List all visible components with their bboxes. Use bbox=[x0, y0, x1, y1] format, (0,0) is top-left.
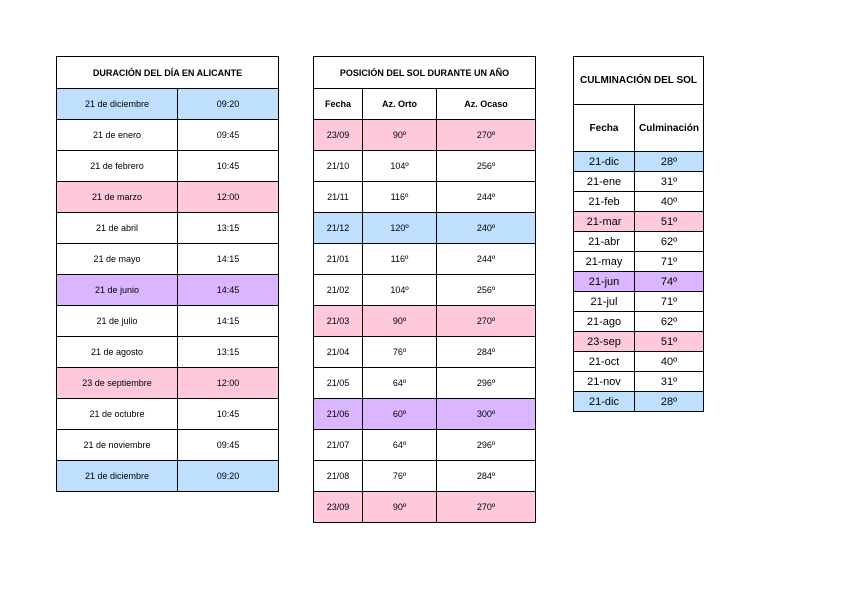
sun-position-row-date: 21/02 bbox=[314, 275, 363, 306]
culmination-row-date: 21-may bbox=[574, 252, 635, 272]
day-length-row-duration: 14:45 bbox=[178, 275, 279, 306]
day-length-row-date: 21 de mayo bbox=[57, 244, 178, 275]
sun-position-title: POSICIÓN DEL SOL DURANTE UN AÑO bbox=[314, 57, 536, 89]
sun-position-row-rise: 116º bbox=[363, 182, 437, 213]
day-length-row-date: 21 de diciembre bbox=[57, 89, 178, 120]
culmination-row bbox=[574, 272, 704, 292]
culmination-row-date: 21-feb bbox=[574, 192, 635, 212]
day-length-row-duration: 09:45 bbox=[178, 120, 279, 151]
day-length-row-duration: 10:45 bbox=[178, 151, 279, 182]
day-length-row bbox=[57, 306, 279, 337]
culmination-row-value: 28º bbox=[635, 392, 704, 412]
day-length-row bbox=[57, 89, 279, 120]
culmination-row-date: 23-sep bbox=[574, 332, 635, 352]
sun-position-row bbox=[314, 182, 536, 213]
sun-position-row-set: 296º bbox=[437, 368, 536, 399]
day-length-row-date: 21 de junio bbox=[57, 275, 178, 306]
sun-position-row bbox=[314, 306, 536, 337]
sun-position-row-set: 296º bbox=[437, 430, 536, 461]
culmination-row-value: 31º bbox=[635, 172, 704, 192]
day-length-row-date: 21 de marzo bbox=[57, 182, 178, 213]
day-length-row bbox=[57, 120, 279, 151]
day-length-row bbox=[57, 399, 279, 430]
culmination-row-date: 21-nov bbox=[574, 372, 635, 392]
culmination-row-value: 31º bbox=[635, 372, 704, 392]
day-length-rows bbox=[57, 89, 279, 492]
day-length-row-duration: 13:15 bbox=[178, 213, 279, 244]
sun-position-row-set: 244º bbox=[437, 244, 536, 275]
header-fecha: Fecha bbox=[314, 89, 363, 120]
sun-position-row-set: 240º bbox=[437, 213, 536, 244]
sun-position-row-rise: 120º bbox=[363, 213, 437, 244]
day-length-row-duration: 12:00 bbox=[178, 368, 279, 399]
sun-position-row bbox=[314, 244, 536, 275]
sun-position-row-set: 300º bbox=[437, 399, 536, 430]
culmination-row bbox=[574, 372, 704, 392]
culmination-row bbox=[574, 192, 704, 212]
day-length-row-duration: 10:45 bbox=[178, 399, 279, 430]
header-culminacion: Culminación bbox=[635, 105, 704, 152]
day-length-row-date: 21 de febrero bbox=[57, 151, 178, 182]
culmination-row bbox=[574, 292, 704, 312]
sun-position-row-date: 21/10 bbox=[314, 151, 363, 182]
culmination-row-date: 21-ago bbox=[574, 312, 635, 332]
day-length-row-date: 21 de noviembre bbox=[57, 430, 178, 461]
sun-position-row-rise: 104º bbox=[363, 275, 437, 306]
culmination-row-value: 62º bbox=[635, 312, 704, 332]
culmination-row-date: 21-jul bbox=[574, 292, 635, 312]
sun-position-row bbox=[314, 492, 536, 523]
day-length-row-date: 21 de diciembre bbox=[57, 461, 178, 492]
sun-position-row-set: 284º bbox=[437, 461, 536, 492]
culmination-row-value: 74º bbox=[635, 272, 704, 292]
sun-position-row-set: 256º bbox=[437, 275, 536, 306]
culmination-row-value: 28º bbox=[635, 152, 704, 172]
culmination-row-date: 21-abr bbox=[574, 232, 635, 252]
sun-position-row-date: 21/04 bbox=[314, 337, 363, 368]
culmination-row bbox=[574, 312, 704, 332]
culmination-row bbox=[574, 332, 704, 352]
sun-position-row-rise: 90º bbox=[363, 120, 437, 151]
day-length-row-date: 21 de abril bbox=[57, 213, 178, 244]
sun-position-row-set: 244º bbox=[437, 182, 536, 213]
culmination-row-date: 21-ene bbox=[574, 172, 635, 192]
day-length-table bbox=[56, 56, 279, 492]
culmination-row bbox=[574, 172, 704, 192]
sun-position-row-date: 21/08 bbox=[314, 461, 363, 492]
culmination-rows bbox=[574, 152, 704, 412]
culmination-row bbox=[574, 252, 704, 272]
day-length-row bbox=[57, 430, 279, 461]
sun-position-row-rise: 60º bbox=[363, 399, 437, 430]
culmination-row-date: 21-oct bbox=[574, 352, 635, 372]
day-length-row-duration: 09:20 bbox=[178, 89, 279, 120]
sun-position-row-date: 23/09 bbox=[314, 120, 363, 151]
sun-position-row-rise: 104º bbox=[363, 151, 437, 182]
day-length-row bbox=[57, 461, 279, 492]
culmination-row bbox=[574, 392, 704, 412]
sun-position-row-date: 21/11 bbox=[314, 182, 363, 213]
sun-position-row-rise: 64º bbox=[363, 430, 437, 461]
sun-position-rows bbox=[314, 120, 536, 523]
day-length-row bbox=[57, 368, 279, 399]
day-length-row-duration: 12:00 bbox=[178, 182, 279, 213]
day-length-row-duration: 14:15 bbox=[178, 244, 279, 275]
day-length-row-duration: 14:15 bbox=[178, 306, 279, 337]
culmination-row bbox=[574, 212, 704, 232]
culmination-row-value: 40º bbox=[635, 192, 704, 212]
culmination-row-date: 21-jun bbox=[574, 272, 635, 292]
sun-position-row-set: 270º bbox=[437, 492, 536, 523]
sun-position-row-rise: 116º bbox=[363, 244, 437, 275]
sun-position-row bbox=[314, 275, 536, 306]
sun-position-row-set: 256º bbox=[437, 151, 536, 182]
day-length-row bbox=[57, 275, 279, 306]
day-length-row bbox=[57, 151, 279, 182]
sun-position-row-date: 21/01 bbox=[314, 244, 363, 275]
header-fecha: Fecha bbox=[574, 105, 635, 152]
sun-position-row-date: 21/06 bbox=[314, 399, 363, 430]
day-length-row-date: 21 de enero bbox=[57, 120, 178, 151]
sun-position-row-set: 284º bbox=[437, 337, 536, 368]
sun-position-row-date: 23/09 bbox=[314, 492, 363, 523]
day-length-row-duration: 09:20 bbox=[178, 461, 279, 492]
sun-position-row bbox=[314, 399, 536, 430]
day-length-row-date: 21 de julio bbox=[57, 306, 178, 337]
culmination-row-value: 40º bbox=[635, 352, 704, 372]
sun-position-row-date: 21/12 bbox=[314, 213, 363, 244]
sun-position-row bbox=[314, 151, 536, 182]
header-az-ocaso: Az. Ocaso bbox=[437, 89, 536, 120]
header-az-orto: Az. Orto bbox=[363, 89, 437, 120]
day-length-title: DURACIÓN DEL DÍA EN ALICANTE bbox=[57, 57, 279, 89]
culmination-table bbox=[573, 56, 704, 412]
culmination-row-value: 62º bbox=[635, 232, 704, 252]
culmination-row-value: 51º bbox=[635, 332, 704, 352]
day-length-row-date: 21 de octubre bbox=[57, 399, 178, 430]
culmination-row bbox=[574, 352, 704, 372]
culmination-row-value: 51º bbox=[635, 212, 704, 232]
culmination-row-date: 21-mar bbox=[574, 212, 635, 232]
sun-position-row-rise: 90º bbox=[363, 306, 437, 337]
sun-position-row-date: 21/07 bbox=[314, 430, 363, 461]
culmination-row-value: 71º bbox=[635, 292, 704, 312]
sun-position-row-set: 270º bbox=[437, 120, 536, 151]
culmination-row-value: 71º bbox=[635, 252, 704, 272]
sun-position-row bbox=[314, 430, 536, 461]
sun-position-row-rise: 76º bbox=[363, 461, 437, 492]
sun-position-row bbox=[314, 337, 536, 368]
culmination-row bbox=[574, 152, 704, 172]
culmination-row-date: 21-dic bbox=[574, 152, 635, 172]
day-length-row-date: 23 de septiembre bbox=[57, 368, 178, 399]
sun-position-row bbox=[314, 461, 536, 492]
day-length-row-date: 21 de agosto bbox=[57, 337, 178, 368]
sun-position-row bbox=[314, 213, 536, 244]
culmination-row bbox=[574, 232, 704, 252]
day-length-row bbox=[57, 213, 279, 244]
day-length-row bbox=[57, 244, 279, 275]
sun-position-row-date: 21/05 bbox=[314, 368, 363, 399]
sun-position-row-set: 270º bbox=[437, 306, 536, 337]
day-length-row-duration: 13:15 bbox=[178, 337, 279, 368]
day-length-row bbox=[57, 337, 279, 368]
sun-position-row-rise: 64º bbox=[363, 368, 437, 399]
sun-position-row bbox=[314, 120, 536, 151]
day-length-row bbox=[57, 182, 279, 213]
sun-position-table bbox=[313, 56, 536, 523]
sun-position-row-date: 21/03 bbox=[314, 306, 363, 337]
culmination-title: CULMINACIÓN DEL SOL bbox=[574, 57, 704, 105]
sun-position-row bbox=[314, 368, 536, 399]
culmination-row-date: 21-dic bbox=[574, 392, 635, 412]
day-length-row-duration: 09:45 bbox=[178, 430, 279, 461]
sun-position-row-rise: 76º bbox=[363, 337, 437, 368]
sun-position-row-rise: 90º bbox=[363, 492, 437, 523]
